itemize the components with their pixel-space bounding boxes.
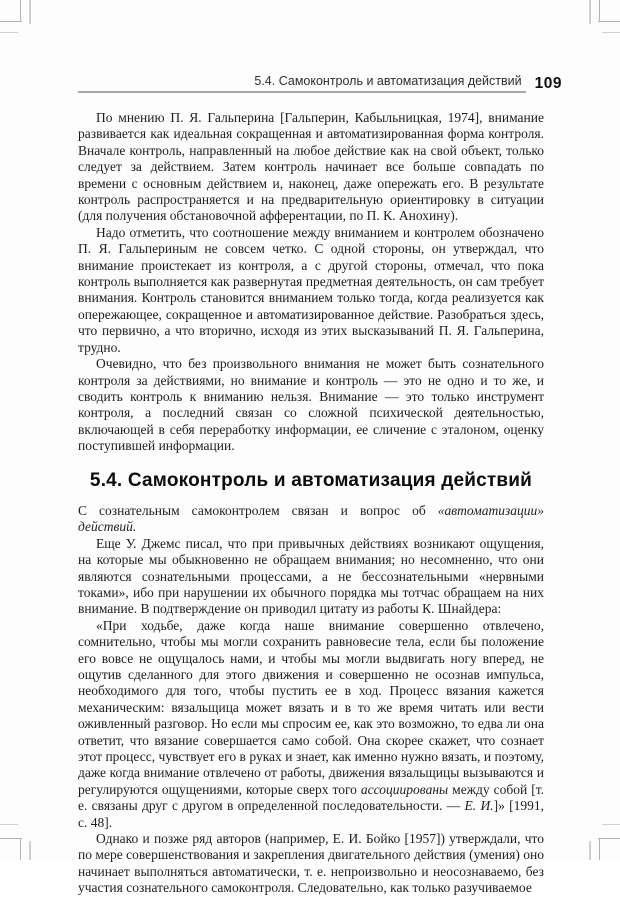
paragraph: Однако и позже ряд авторов (например, Е. И. Бойко [1957]) утверждали, что по мере совершенствования и закрепления двигательного действия (умения) оно начинает выполняться автоматически, т. е. непроизвольно и неосознаваемо, без участия сознательного самоконтроля. Следовательно, как только разучиваемое [78, 831, 544, 896]
paragraph: Очевидно, что без произвольного внимания не может быть сознательного контроля за действиями, но внимание и контроль — это не одно и то же, и сводить контроль к вниманию нельзя. Внимание — это только инструмент контроля, а последний связан со сложной психической деятельностью, включающей в себя переработку информации, ее сличение с эталоном, оценку поступившей информации. [78, 356, 544, 454]
paragraph-text: между собой [т. е. связаны друг с другом в определенной последовательности. — [78, 781, 544, 814]
paragraph: Надо отметить, что соотношение между вниманием и контролем обозначено П. Я. Гальпериным не совсем четко. С одной стороны, он утверждал, что внимание проистекает из контроля, а с другой стороны, отмечал, что пока контроль выполняется как развернутая предметная деятельность, он сам требует внимания. Контроль становится вниманием только тогда, когда реализуется как опережающее, сокращенное и автоматизированное действие. Разобраться здесь, что первично, а что вторично, исходя из этих высказываний П. Я. Гальперина, трудно. [78, 224, 544, 355]
paragraph: Еще У. Джемс писал, что при привычных действиях возникают ощущения, на которые мы обыкновенно не обращаем внимания; но несомненно, что они являются сознательными процессами, а не бессознательными «нервными токами», ибо при нарушении их обычного порядка мы тотчас обращаем на них внимание. В подтверждение он приводил цитату из работы К. Шнайдера: [78, 535, 544, 617]
paragraph-text-italic: ассоциированы [360, 781, 449, 797]
running-head [78, 74, 562, 93]
page-number: 109 [534, 75, 562, 92]
crop-mark [0, 838, 22, 839]
crop-mark [589, 841, 591, 860]
crop-mark [0, 32, 18, 33]
crop-mark [598, 21, 620, 22]
crop-mark [598, 838, 620, 839]
crop-mark [20, 0, 21, 21]
crop-mark [602, 32, 620, 33]
paragraph-text: «При ходьбе, даже когда наше внимание совершенно отвлечено, сомнительно, чтобы мы могли сохранить равновесие тела, если бы положение его вовсе не ощущалось нами, и чтобы мы могли выдвигать ногу вперед, не ощутив сделанного для этого движения и совершенно не осознав импульса, необходимого для того, чтобы пустить ее в ход. Процесс вязания кажется механическим: вязальщица может вязать и в то же время читать или вести оживленный разговор. Но если мы спросим ее, как это возможно, то едва ли она ответит, что вязание совершается само собой. Она скорее скажет, что сознает этот процесс, чувствует его в руках и знает, как именно нужно вязать, и поэтому, даже когда внимание отвлечено от работы, движения вязальщицы вызываются и регулируются ощущениями, которые сверх того [78, 617, 544, 797]
text-block [78, 110, 544, 897]
running-head-title: 5.4. Самоконтроль и автоматизация действий [78, 74, 526, 93]
paragraph-text: С сознательным самоконтролем связан и вопрос об [78, 502, 438, 518]
crop-mark [599, 0, 600, 21]
section-heading: 5.4. Самоконтроль и автоматизация действий [89, 469, 533, 491]
crop-mark [602, 824, 620, 825]
crop-mark [29, 841, 31, 860]
paragraph-text: ]» [1991, с. 48]. [78, 798, 544, 830]
paragraph-quote [78, 618, 544, 831]
crop-mark [589, 0, 591, 24]
crop-mark [0, 824, 18, 825]
paragraph: По мнению П. Я. Гальперина [Гальперин, Кабыльницкая, 1974], внимание развивается как идеальная сокращенная и автоматизированная форма контроля. Вначале контроль, направленный на любое действие как на свой объект, только следует за действием. Затем контроль начинает все больше совпадать по времени с основным действием и, наконец, даже опережать его. В результате контроль распространяется и на предварительную ориентировку в ситуации (для получения обстановочной афферентации, по П. К. Анохину). [78, 110, 544, 224]
paragraph [78, 503, 544, 536]
crop-mark [599, 838, 600, 860]
crop-mark [29, 0, 31, 24]
paragraph-text-italic: «автоматизации» действий. [78, 502, 544, 535]
paragraph-text-italic: Е. И. [464, 798, 494, 814]
crop-mark [0, 21, 22, 22]
crop-mark [20, 838, 21, 860]
